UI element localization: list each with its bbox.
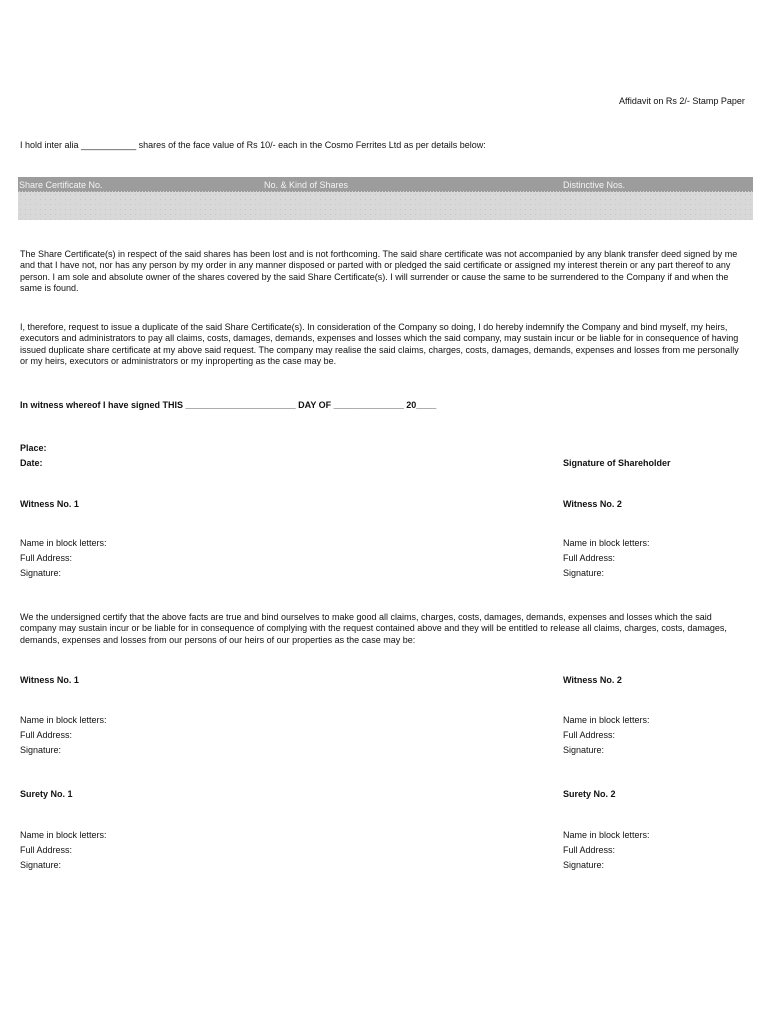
header-note: Affidavit on Rs 2/- Stamp Paper [619, 96, 745, 106]
second-witness-2-name-label: Name in block letters: [563, 715, 650, 725]
surety-2-heading: Surety No. 2 [563, 789, 616, 799]
shareholder-signature-label: Signature of Shareholder [563, 458, 671, 468]
date-label: Date: [20, 458, 43, 468]
share-details-table [18, 177, 753, 220]
witness-2-heading: Witness No. 2 [563, 499, 622, 509]
surety-1-name-label: Name in block letters: [20, 830, 107, 840]
witness-1-name-label: Name in block letters: [20, 538, 107, 548]
witness-2-signature-label: Signature: [563, 568, 605, 578]
second-witness-2-heading: Witness No. 2 [563, 675, 622, 685]
witness-2-name-label: Name in block letters: [563, 538, 650, 548]
column-header-distinctive-nos: Distinctive Nos. [563, 180, 626, 190]
surety-certification-paragraph: We the undersigned certify that the above facts are true and bind ourselves to make good all claims, charges, costs, damages, demands, expenses and losses which the said company may sustain incur or be liable for in consequence of complying with the request contained above and they will be entitled to release all claims, charges, costs, damages, demands, expenses and losses from our persons of our heirs of our properties as the case may be: [20, 612, 727, 645]
table-header [18, 177, 753, 192]
witness-signing-line: In witness whereof I have signed THIS ______________________ DAY OF ______________ 20____ [20, 400, 437, 410]
second-witness-2-signature-label: Signature: [563, 745, 605, 755]
second-witness-2-address-label: Full Address: [563, 730, 616, 740]
witness-1-signature-label: Signature: [20, 568, 62, 578]
column-header-kind-of-shares: No. & Kind of Shares [264, 180, 349, 190]
witness-1-address-label: Full Address: [20, 553, 73, 563]
table-row[interactable] [18, 192, 753, 220]
column-header-certificate-no: Share Certificate No. [19, 180, 103, 190]
second-witness-1-name-label: Name in block letters: [20, 715, 107, 725]
surety-2-name-label: Name in block letters: [563, 830, 650, 840]
surety-1-heading: Surety No. 1 [20, 789, 73, 799]
indemnity-paragraph: I, therefore, request to issue a duplicate of the said Share Certificate(s). In consideration of the Company so doing, I do hereby indemnify the Company and bind myself, my heirs, executors and administrators to pay all claims, costs, damages, demands, expenses and losses which the said company, may sustain incur or be liable for in consequence of having issued duplicate share certificate at my above said request. The company may realise the said claims, charges, costs, damages, demands, expenses and losses from me personally or my heirs, executors or administrators or my inproperting as the case may be. [20, 322, 739, 367]
second-witness-1-address-label: Full Address: [20, 730, 73, 740]
place-label: Place: [20, 443, 47, 453]
surety-1-address-label: Full Address: [20, 845, 73, 855]
surety-1-signature-label: Signature: [20, 860, 62, 870]
surety-2-signature-label: Signature: [563, 860, 605, 870]
second-witness-1-heading: Witness No. 1 [20, 675, 79, 685]
surety-2-address-label: Full Address: [563, 845, 616, 855]
witness-2-address-label: Full Address: [563, 553, 616, 563]
second-witness-1-signature-label: Signature: [20, 745, 62, 755]
intro-text: I hold inter alia ___________ shares of the face value of Rs 10/- each in the Cosmo Ferrites Ltd as per details below: [20, 140, 486, 150]
witness-1-heading: Witness No. 1 [20, 499, 79, 509]
lost-certificate-paragraph: The Share Certificate(s) in respect of the said shares has been lost and is not forthcoming. The said share certificate was not accompanied by any blank transfer deed signed by me and that I have not, nor has any person by my order in any manner disposed or parted with or pledged the said certificate or assigned my interest therein or any part thereof to any person. I am sole and absolute owner of the shares covered by the said Share Certificate(s). I will surrender or cause the same to be surrendered to the Company if and when the same is found. [20, 249, 738, 294]
